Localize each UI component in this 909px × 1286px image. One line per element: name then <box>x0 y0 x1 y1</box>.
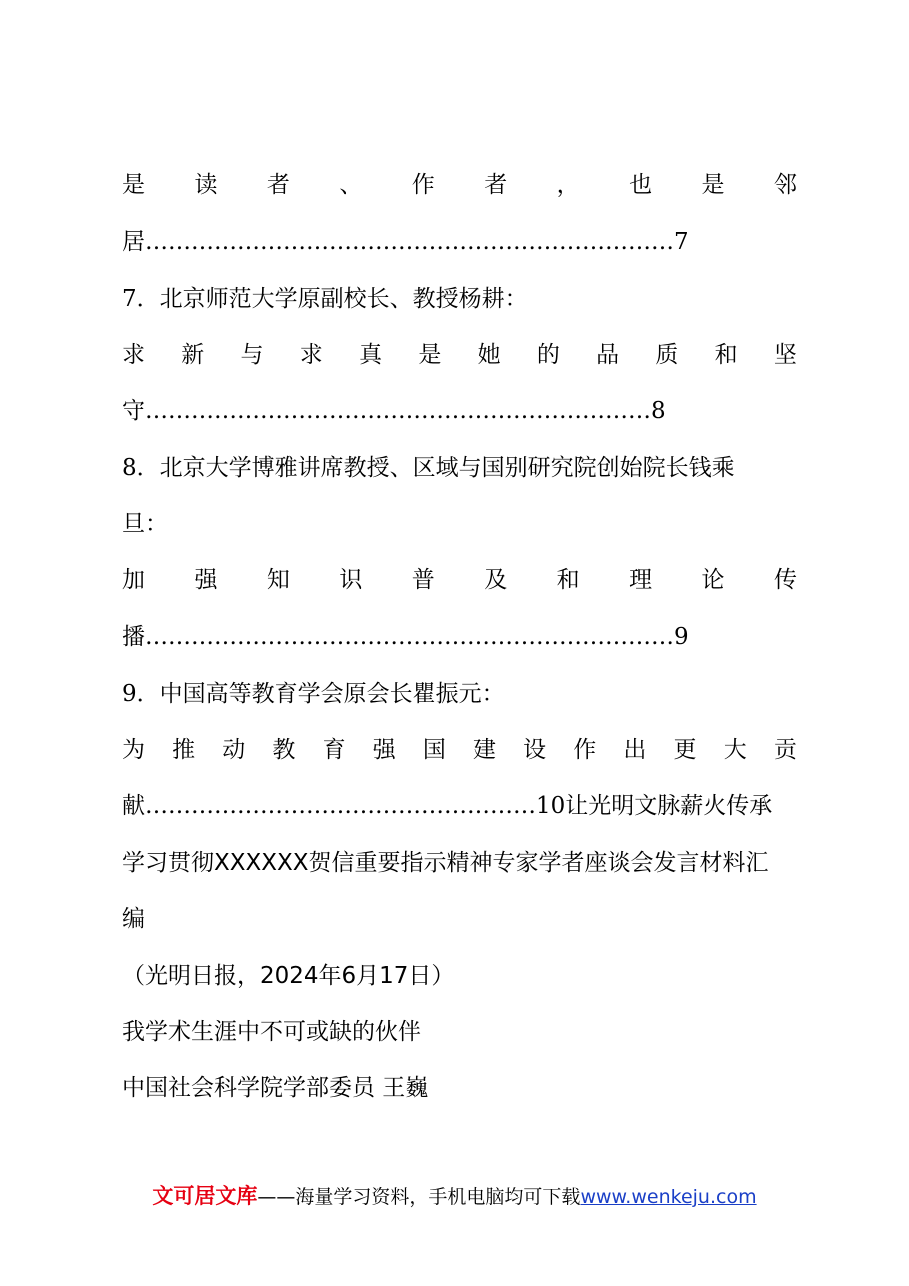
toc-item-9-title-char: 为 <box>122 737 145 763</box>
toc-item-9-leader <box>122 791 797 821</box>
toc-item-7-title-char: 坚 <box>773 342 797 368</box>
toc-item-8-heading-cont: 旦： <box>122 511 168 537</box>
toc-item-8-title-char: 及 <box>484 567 508 593</box>
toc-item-7-title-char: 新 <box>181 342 205 368</box>
toc-item-9-title-char: 推 <box>172 737 196 763</box>
toc-item-9-title-char: 贡 <box>773 737 797 763</box>
toc-page-number: 9 <box>674 624 689 650</box>
toc-item-6-title-char: 者 <box>484 172 508 198</box>
toc-dot-leader: …………………………………………………………… <box>145 229 674 255</box>
toc-item-8-title-char: 识 <box>339 567 363 593</box>
footer-url-link[interactable]: www.wenkeju.com <box>580 1186 757 1208</box>
toc-item-8-title-char: 知 <box>266 567 290 593</box>
toc-item-6-leader <box>122 227 797 257</box>
toc-page-number: 8 <box>651 398 666 424</box>
toc-item-8-title-char: 传 <box>773 567 797 593</box>
toc-item-6-title-char: 是 <box>701 172 725 198</box>
toc-item-7-leader <box>122 396 797 426</box>
toc-trailing-text: 让光明文脉薪火传承 <box>565 793 773 819</box>
toc-item-7-title-char: 与 <box>240 342 264 368</box>
toc-item-9-title-char: 教 <box>272 737 296 763</box>
toc-item-6-title-char: 读 <box>194 172 218 198</box>
toc-item-9-title-char: 国 <box>422 737 446 763</box>
toc-item-7-title-char: 真 <box>359 342 383 368</box>
toc-item-9-title-char: 设 <box>523 737 547 763</box>
toc-dot-leader: ………………………………………………………… <box>145 398 651 424</box>
article-title: 我学术生涯中不可或缺的伙伴 <box>122 1019 421 1045</box>
toc-item-7-title-tail: 守 <box>122 398 145 424</box>
toc-item-9-title-tail: 献 <box>122 793 145 819</box>
toc-item-8-title-tail: 播 <box>122 624 145 650</box>
toc-item-9-heading: 9．中国高等教育学会原会长瞿振元： <box>122 681 505 707</box>
toc-item-8-leader <box>122 622 797 652</box>
toc-item-8-title-char: 论 <box>701 567 725 593</box>
page-footer <box>0 1182 909 1211</box>
toc-item-8-title-char: 理 <box>629 567 653 593</box>
toc-item-7-title-char: 求 <box>299 342 323 368</box>
toc-item-9-title-char: 动 <box>222 737 246 763</box>
toc-item-6-title-tail: 居 <box>122 229 145 255</box>
author-line: 中国社会科学院学部委员 王巍 <box>122 1075 429 1101</box>
toc-item-6-title-char: 是 <box>122 172 145 198</box>
toc-item-6-title-char: 者 <box>266 172 290 198</box>
toc-item-7-title-char: 求 <box>122 342 145 368</box>
toc-item-7-title-char: 和 <box>714 342 738 368</box>
toc-item-9-title <box>122 735 797 765</box>
toc-item-9-title-char: 大 <box>723 737 747 763</box>
collection-title: 学习贯彻XXXXXX贺信重要指示精神专家学者座谈会发言材料汇 <box>122 850 769 876</box>
toc-item-7-title-char: 的 <box>536 342 560 368</box>
toc-item-8-heading: 8．北京大学博雅讲席教授、区域与国别研究院创始院长钱乘 <box>122 455 735 481</box>
toc-item-9-title-char: 育 <box>322 737 346 763</box>
toc-item-7-title <box>122 340 797 370</box>
toc-item-8-title-char: 普 <box>411 567 435 593</box>
toc-item-8-title-char: 和 <box>556 567 580 593</box>
footer-separator: —— <box>257 1186 296 1208</box>
toc-item-7-title-char: 质 <box>655 342 679 368</box>
toc-page-number: 10 <box>536 793 566 819</box>
toc-dot-leader: …………………………………………… <box>145 793 536 819</box>
collection-title-cont: 编 <box>122 906 145 932</box>
toc-item-6-title-char: 、 <box>339 172 363 198</box>
toc-item-6-title-char: 邻 <box>773 172 797 198</box>
toc-item-6-title-char: 也 <box>629 172 653 198</box>
toc-item-7-title-char: 是 <box>418 342 442 368</box>
toc-item-9-title-char: 建 <box>472 737 496 763</box>
toc-item-9-title-char: 出 <box>623 737 647 763</box>
toc-item-7-title-char: 品 <box>596 342 620 368</box>
toc-item-6-title-char: 作 <box>411 172 435 198</box>
toc-item-6-title-char: ， <box>556 172 580 198</box>
toc-item-7-heading: 7．北京师范大学原副校长、教授杨耕： <box>122 286 528 312</box>
toc-page-number: 7 <box>674 229 689 255</box>
toc-item-8-title-char: 加 <box>122 567 145 593</box>
toc-item-8-title <box>122 565 797 595</box>
toc-item-9-title-char: 更 <box>673 737 697 763</box>
toc-item-9-title-char: 强 <box>372 737 396 763</box>
toc-item-6-title <box>122 170 797 200</box>
toc-item-9-title-char: 作 <box>573 737 597 763</box>
toc-dot-leader: …………………………………………………………… <box>145 624 674 650</box>
footer-brand: 文可居文库 <box>152 1184 258 1208</box>
toc-item-7-title-char: 她 <box>477 342 501 368</box>
toc-item-8-title-char: 强 <box>194 567 218 593</box>
source-citation: （光明日报，2024年6月17日） <box>122 963 455 989</box>
footer-slogan: 海量学习资料，手机电脑均可下载 <box>295 1186 581 1208</box>
